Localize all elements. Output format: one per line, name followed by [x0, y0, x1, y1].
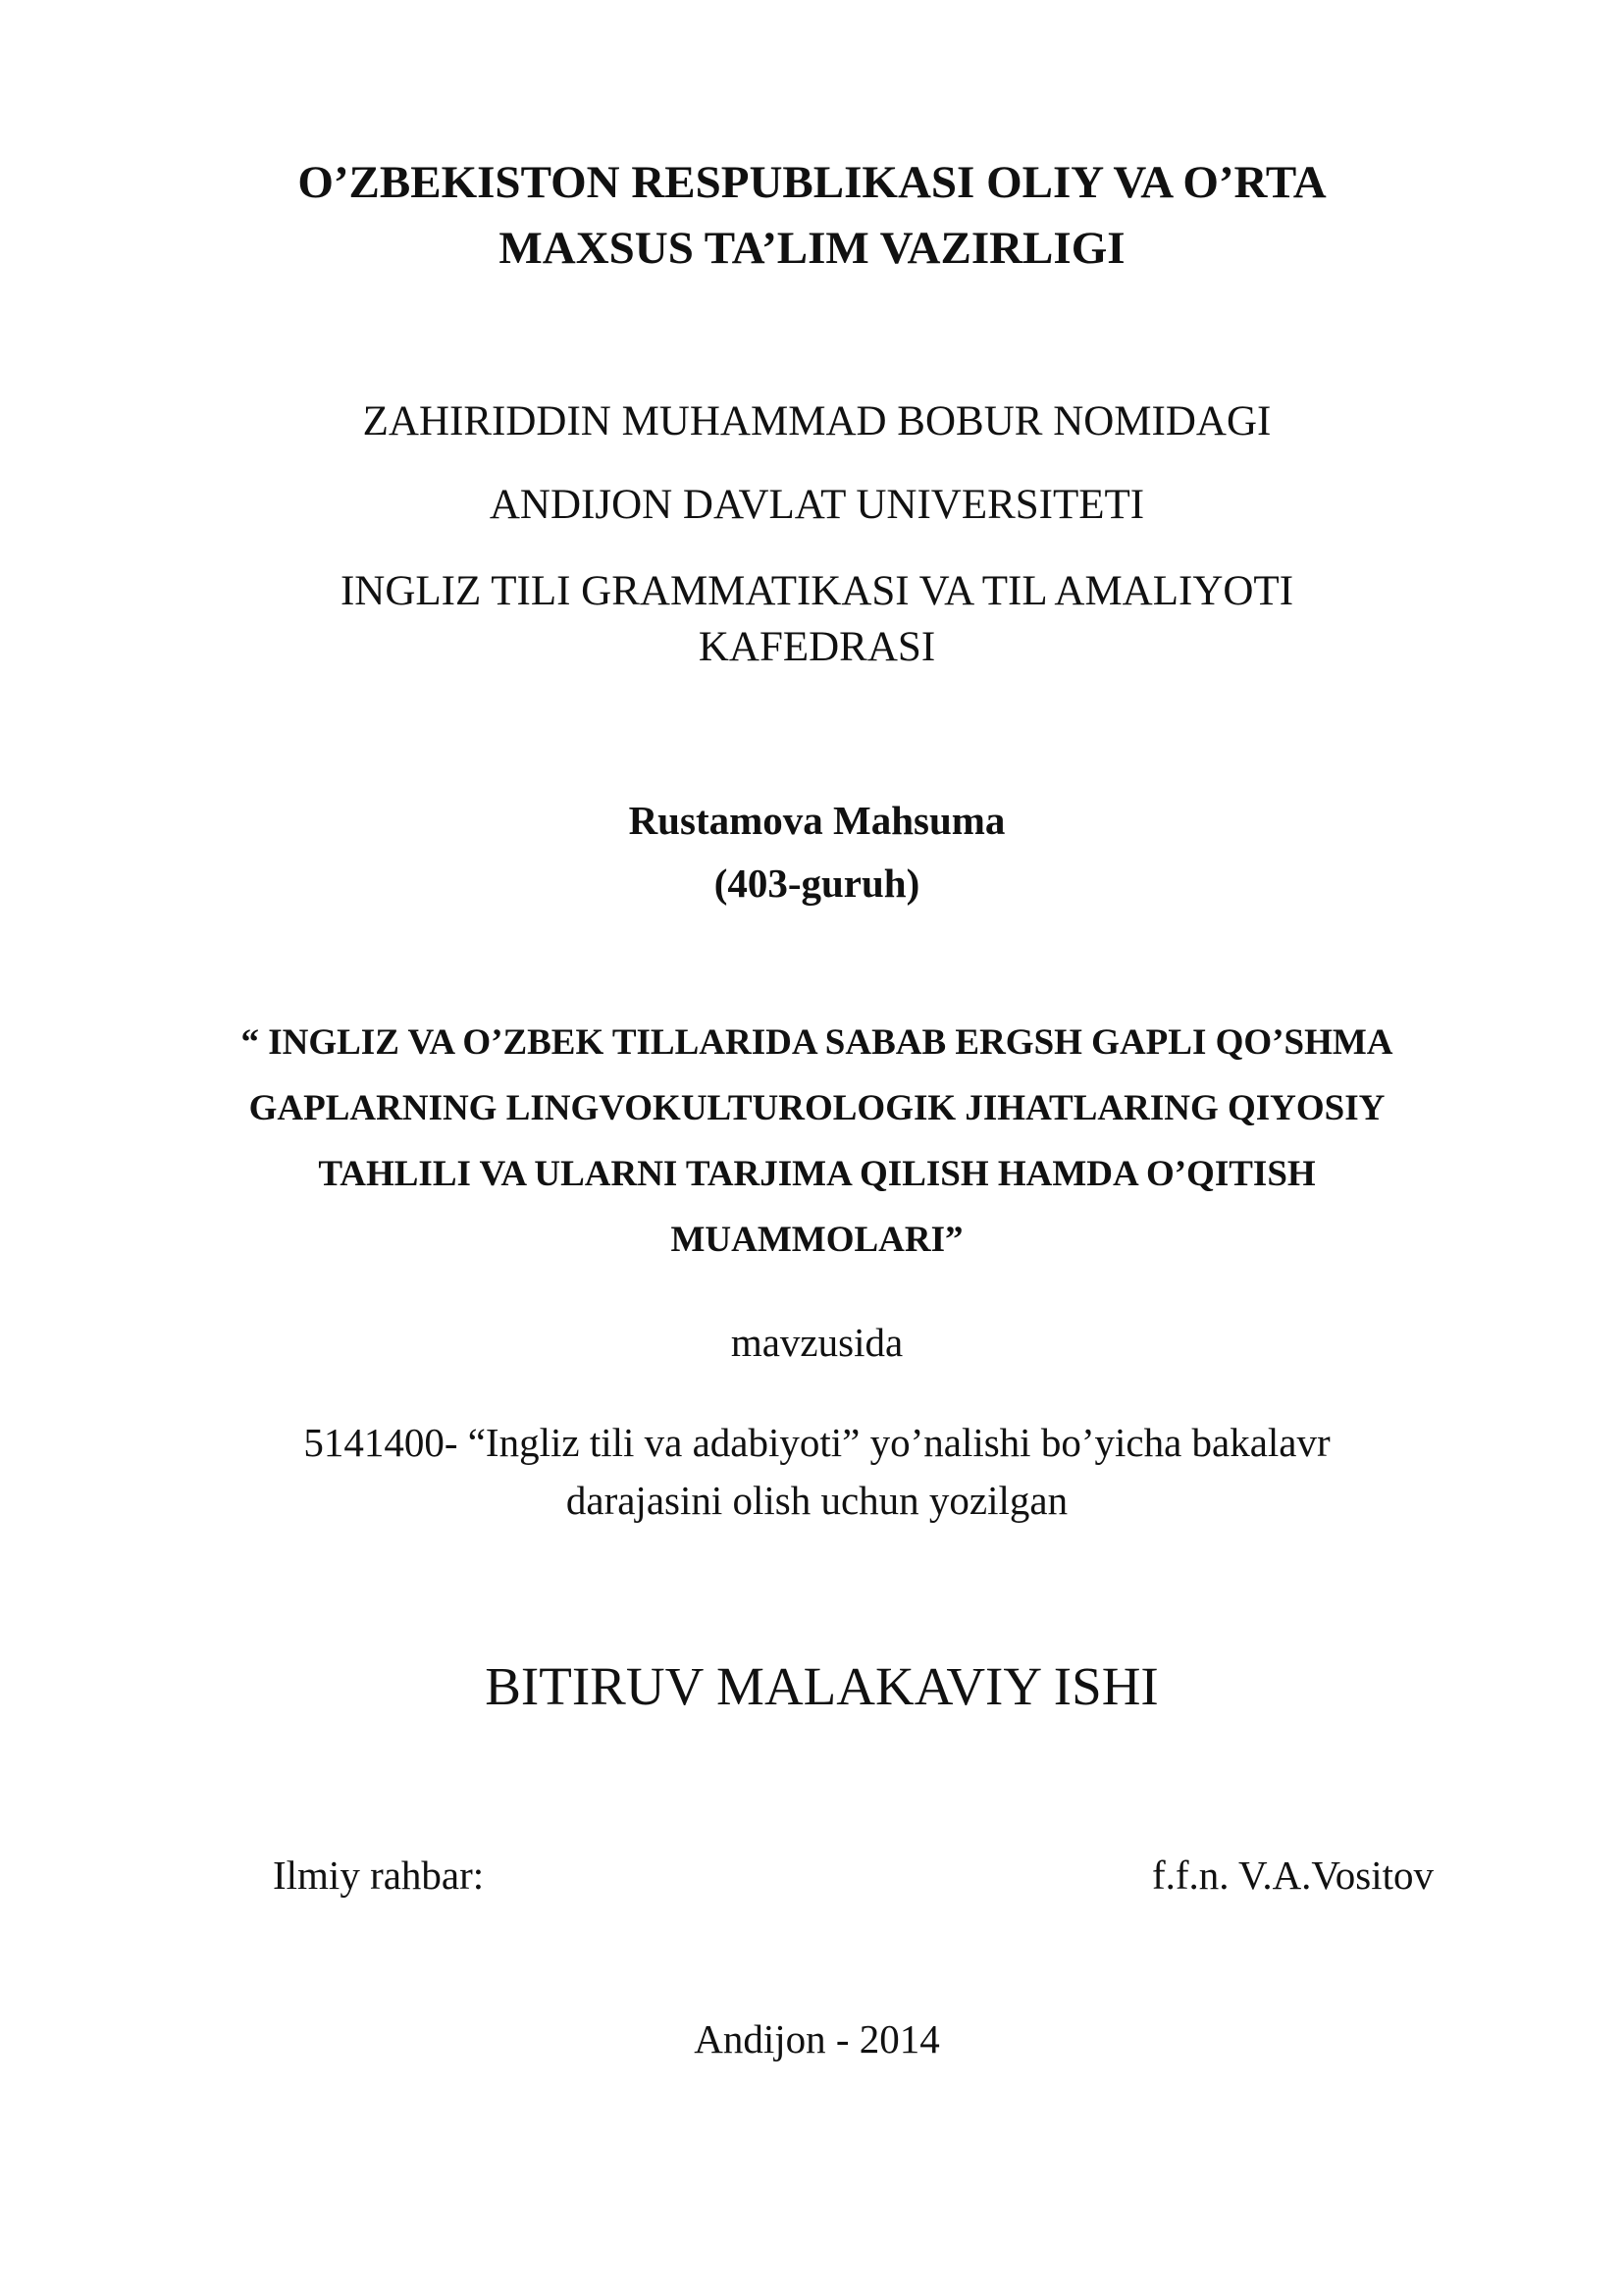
supervisor-label: Ilmiy rahbar:: [273, 1852, 485, 1898]
degree-line-2: darajasini olish uchun yozilgan: [565, 1478, 1069, 1523]
topic-suffix: mavzusida: [730, 1320, 904, 1365]
work-type-title: BITIRUV MALAKAVIY ISHI: [485, 1656, 1159, 1716]
topic-line-1: “ INGLIZ VA O’ZBEK TILLARIDA SABAB ERGSH GAPLI QO’SHMA: [240, 1022, 1393, 1063]
author-name: Rustamova Mahsuma: [628, 798, 1006, 843]
university-name-line-2: ANDIJON DAVLAT UNIVERSITETI: [489, 482, 1145, 528]
place-and-year: Andijon - 2014: [694, 2016, 940, 2061]
topic-line-3: TAHLILI VA ULARNI TARJIMA QILISH HAMDA O’QITISH: [318, 1154, 1316, 1194]
supervisor-name: f.f.n. V.A.Vositov: [1151, 1852, 1434, 1898]
university-name-line-1: ZAHIRIDDIN MUHAMMAD BOBUR NOMIDAGI: [362, 398, 1272, 444]
topic-line-4: MUAMMOLARI”: [670, 1220, 964, 1260]
department-line-2: KAFEDRASI: [698, 624, 936, 670]
department-line-1: INGLIZ TILI GRAMMATIKASI VA TIL AMALIYOTI: [340, 568, 1294, 614]
degree-line-1: 5141400- “Ingliz tili va adabiyoti” yo’nalishi bo’yicha bakalavr: [303, 1420, 1331, 1465]
author-group: (403-guruh): [713, 861, 920, 906]
ministry-title-line-2: MAXSUS TA’LIM VAZIRLIGI: [498, 223, 1126, 274]
ministry-title-line-1: O’ZBEKISTON RESPUBLIKASI OLIY VA O’RTA: [297, 157, 1327, 208]
topic-line-2: GAPLARNING LINGVOKULTUROLOGIK JIHATLARING QIYOSIY: [248, 1088, 1386, 1128]
